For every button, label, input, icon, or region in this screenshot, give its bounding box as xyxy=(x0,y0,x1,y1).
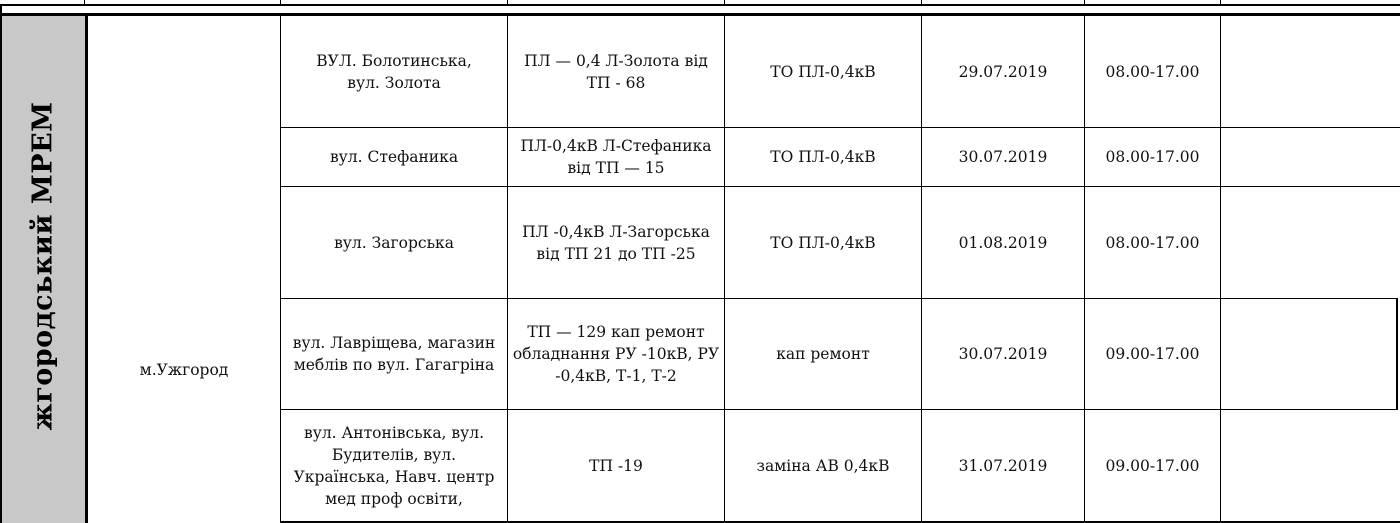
object-cell: ТП -19 xyxy=(589,456,643,475)
date-cell: 29.07.2019 xyxy=(958,62,1048,81)
org-unit-label: жгородський МРЕМ xyxy=(27,101,59,431)
streets-cell: вул. Стефаника xyxy=(329,148,459,166)
date-cell: 31.07.2019 xyxy=(958,456,1048,475)
top-rule-3 xyxy=(0,6,2,16)
object-cell: ПЛ -0,4кВ Л-Загорська від ТП 21 до ТП -25 xyxy=(522,222,710,263)
top-rule-1 xyxy=(0,4,1400,6)
date-cell: 01.08.2019 xyxy=(958,233,1048,252)
top-tick-3 xyxy=(507,0,508,5)
work-cell: ТО ПЛ-0,4кВ xyxy=(770,62,876,81)
time-cell: 09.00-17.00 xyxy=(1105,456,1200,475)
col-line-time xyxy=(1220,16,1221,523)
streets-cell: вул. Антонівська, вул. Будителів, вул. Українська, Навч. центр мед проф освіти, xyxy=(293,423,495,508)
org-left-border xyxy=(0,16,2,523)
work-cell: кап ремонт xyxy=(776,345,870,363)
top-tick-2 xyxy=(280,0,281,5)
work-cell: заміна АВ 0,4кВ xyxy=(756,456,890,475)
streets-cell: вул. Загорська xyxy=(334,233,454,252)
date-cell: 30.07.2019 xyxy=(958,148,1048,166)
work-cell: ТО ПЛ-0,4кВ xyxy=(770,148,876,166)
streets-cell: вул. Лавріщева, магазин меблів по вул. Гагагріна xyxy=(292,334,496,374)
top-tick-6 xyxy=(1084,0,1085,5)
top-tick-4 xyxy=(724,0,725,5)
locality-cell: м.Ужгород xyxy=(139,360,229,379)
time-cell: 08.00-17.00 xyxy=(1105,233,1200,252)
date-cell: 30.07.2019 xyxy=(958,345,1048,363)
work-cell: ТО ПЛ-0,4кВ xyxy=(770,233,876,252)
object-cell: ПЛ-0,4кВ Л-Стефаника від ТП — 15 xyxy=(520,137,712,177)
org-unit-cell xyxy=(0,16,86,523)
streets-cell: ВУЛ. Болотинська, вул. Золота xyxy=(316,51,472,92)
time-cell: 09.00-17.00 xyxy=(1105,345,1200,363)
top-tick-5 xyxy=(921,0,922,5)
time-cell: 08.00-17.00 xyxy=(1105,62,1200,81)
top-tick-1 xyxy=(84,0,85,5)
right-edge-row4 xyxy=(1396,298,1398,410)
top-tick-7 xyxy=(1220,0,1221,5)
object-cell: ТП — 129 кап ремонт обладнання РУ -10кВ, РУ -0,4кВ, Т-1, Т-2 xyxy=(512,323,720,385)
object-cell: ПЛ — 0,4 Л-Золота від ТП - 68 xyxy=(524,51,708,92)
time-cell: 08.00-17.00 xyxy=(1105,148,1200,166)
